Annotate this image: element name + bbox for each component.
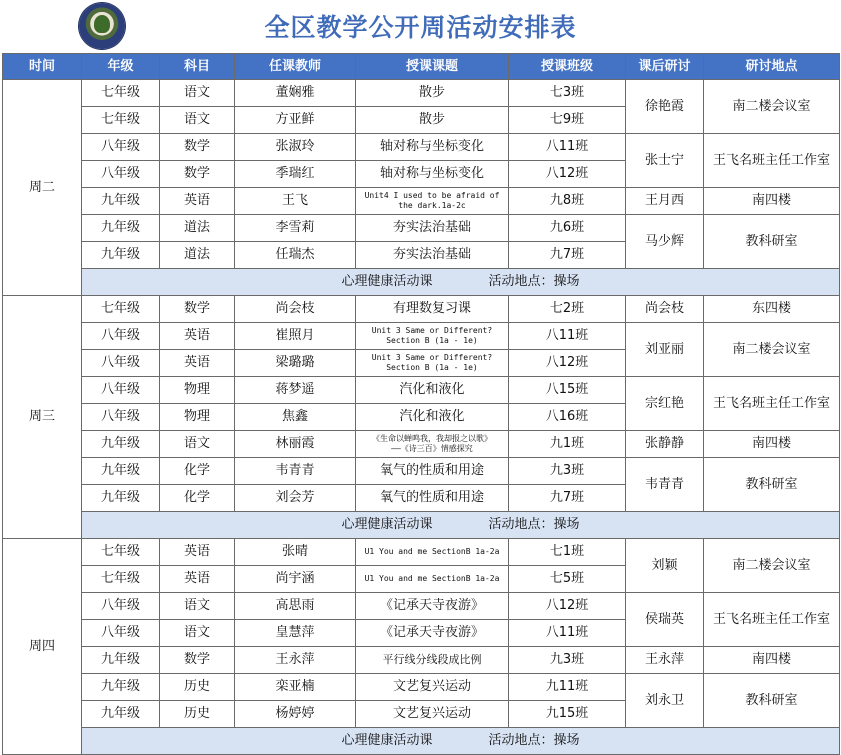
teacher-cell: 梁璐璐 xyxy=(235,350,356,377)
class-cell: 八11班 xyxy=(509,620,626,647)
seminar-place-cell: 教科研室 xyxy=(704,674,840,728)
topic-line: Unit 3 Same or Different? xyxy=(371,326,493,335)
teacher-cell: 栾亚楠 xyxy=(235,674,356,701)
activity-row xyxy=(3,728,840,755)
topic-cell xyxy=(356,431,509,458)
topic-cell xyxy=(356,323,509,350)
grade-cell: 七年级 xyxy=(82,539,160,566)
topic-cell: U1 You and me SectionB 1a-2a xyxy=(356,566,509,593)
topic-cell: 轴对称与坐标变化 xyxy=(356,161,509,188)
topic-line: 《生命以蝉鸣我，我却报之以歌》 xyxy=(372,434,492,443)
header-time: 时间 xyxy=(3,54,82,80)
grade-cell: 八年级 xyxy=(82,377,160,404)
grade-cell: 八年级 xyxy=(82,593,160,620)
seminar-place-cell: 南二楼会议室 xyxy=(704,539,840,593)
subject-cell: 英语 xyxy=(160,323,235,350)
subject-cell: 英语 xyxy=(160,539,235,566)
topic-cell: 散步 xyxy=(356,80,509,107)
topic-cell: 汽化和液化 xyxy=(356,377,509,404)
seminar-host-cell: 徐艳霞 xyxy=(626,80,704,134)
activity-cell xyxy=(82,728,840,755)
teacher-cell: 任瑞杰 xyxy=(235,242,356,269)
seminar-place-cell: 南二楼会议室 xyxy=(704,80,840,134)
class-cell: 七1班 xyxy=(509,539,626,566)
day-cell: 周三 xyxy=(3,296,82,539)
seminar-host-cell: 刘颖 xyxy=(626,539,704,593)
teacher-cell: 季瑞红 xyxy=(235,161,356,188)
teacher-cell: 尚会枝 xyxy=(235,296,356,323)
teacher-cell: 张晴 xyxy=(235,539,356,566)
seminar-place-cell: 南四楼 xyxy=(704,188,840,215)
topic-line: ——《诗三百》情感探究 xyxy=(391,444,473,453)
seminar-host-cell: 马少辉 xyxy=(626,215,704,269)
activity-label: 心理健康活动课 xyxy=(341,517,433,532)
activity-label: 心理健康活动课 xyxy=(341,733,433,748)
class-cell: 八11班 xyxy=(509,323,626,350)
class-cell: 八15班 xyxy=(509,377,626,404)
subject-cell: 数学 xyxy=(160,134,235,161)
topic-cell: 有理数复习课 xyxy=(356,296,509,323)
class-cell: 八11班 xyxy=(509,134,626,161)
grade-cell: 九年级 xyxy=(82,458,160,485)
topic-cell xyxy=(356,350,509,377)
activity-place: 活动地点：操场 xyxy=(488,517,580,532)
grade-cell: 七年级 xyxy=(82,107,160,134)
grade-cell: 八年级 xyxy=(82,134,160,161)
teacher-cell: 王飞 xyxy=(235,188,356,215)
class-cell: 九15班 xyxy=(509,701,626,728)
class-cell: 七2班 xyxy=(509,296,626,323)
grade-cell: 九年级 xyxy=(82,647,160,674)
seminar-place-cell: 教科研室 xyxy=(704,215,840,269)
topic-cell: Unit4 I used to be afraid of the dark.1a-2c xyxy=(356,188,509,215)
subject-cell: 化学 xyxy=(160,458,235,485)
class-cell: 九7班 xyxy=(509,242,626,269)
subject-cell: 语文 xyxy=(160,593,235,620)
teacher-cell: 杨婷婷 xyxy=(235,701,356,728)
topic-cell: 轴对称与坐标变化 xyxy=(356,134,509,161)
activity-place: 活动地点：操场 xyxy=(488,733,580,748)
table-row xyxy=(3,431,840,458)
grade-cell: 九年级 xyxy=(82,242,160,269)
table-row xyxy=(3,674,840,701)
teacher-cell: 李雪莉 xyxy=(235,215,356,242)
topic-cell: 《记承天寺夜游》 xyxy=(356,620,509,647)
topic-line: Section B (1a - 1e) xyxy=(386,363,478,372)
table-row xyxy=(3,593,840,620)
day-cell: 周四 xyxy=(3,539,82,755)
topic-cell: 平行线分线段成比例 xyxy=(356,647,509,674)
header-seminar: 课后研讨 xyxy=(626,54,704,80)
seminar-host-cell: 王月西 xyxy=(626,188,704,215)
class-cell: 九1班 xyxy=(509,431,626,458)
table-row xyxy=(3,188,840,215)
topic-line: Unit 3 Same or Different? xyxy=(371,353,493,362)
grade-cell: 八年级 xyxy=(82,404,160,431)
table-row xyxy=(3,296,840,323)
subject-cell: 语文 xyxy=(160,107,235,134)
header-subject: 科目 xyxy=(160,54,235,80)
seminar-host-cell: 王永萍 xyxy=(626,647,704,674)
seminar-place-cell: 教科研室 xyxy=(704,458,840,512)
subject-cell: 英语 xyxy=(160,566,235,593)
seminar-host-cell: 侯瑞英 xyxy=(626,593,704,647)
subject-cell: 道法 xyxy=(160,242,235,269)
class-cell: 八16班 xyxy=(509,404,626,431)
topic-cell: 夯实法治基础 xyxy=(356,215,509,242)
table-row xyxy=(3,134,840,161)
topic-cell: 文艺复兴运动 xyxy=(356,674,509,701)
header-teacher: 任课教师 xyxy=(235,54,356,80)
grade-cell: 七年级 xyxy=(82,566,160,593)
page-title: 全区教学公开周活动安排表 xyxy=(264,13,577,42)
schedule-table xyxy=(2,53,840,755)
subject-cell: 数学 xyxy=(160,161,235,188)
grade-cell: 七年级 xyxy=(82,296,160,323)
subject-cell: 数学 xyxy=(160,296,235,323)
seminar-host-cell: 刘永卫 xyxy=(626,674,704,728)
teacher-cell: 尚宇涵 xyxy=(235,566,356,593)
subject-cell: 数学 xyxy=(160,647,235,674)
header-grade: 年级 xyxy=(82,54,160,80)
activity-cell xyxy=(82,269,840,296)
subject-cell: 道法 xyxy=(160,215,235,242)
seminar-host-cell: 张静静 xyxy=(626,431,704,458)
grade-cell: 九年级 xyxy=(82,485,160,512)
topic-cell: 文艺复兴运动 xyxy=(356,701,509,728)
subject-cell: 语文 xyxy=(160,431,235,458)
teacher-cell: 刘会芳 xyxy=(235,485,356,512)
topic-cell: 汽化和液化 xyxy=(356,404,509,431)
subject-cell: 英语 xyxy=(160,188,235,215)
class-cell: 九3班 xyxy=(509,647,626,674)
teacher-cell: 焦鑫 xyxy=(235,404,356,431)
teacher-cell: 蒋梦遥 xyxy=(235,377,356,404)
teacher-cell: 董娴雅 xyxy=(235,80,356,107)
seminar-place-cell: 南二楼会议室 xyxy=(704,323,840,377)
class-cell: 七3班 xyxy=(509,80,626,107)
page-header xyxy=(0,0,841,53)
header-seminar-place: 研讨地点 xyxy=(704,54,840,80)
activity-cell xyxy=(82,512,840,539)
topic-cell: 《记承天寺夜游》 xyxy=(356,593,509,620)
topic-line: Section B (1a - 1e) xyxy=(386,336,478,345)
grade-cell: 八年级 xyxy=(82,350,160,377)
grade-cell: 九年级 xyxy=(82,215,160,242)
topic-cell: 氧气的性质和用途 xyxy=(356,458,509,485)
teacher-cell: 林丽霞 xyxy=(235,431,356,458)
class-cell: 九6班 xyxy=(509,215,626,242)
grade-cell: 九年级 xyxy=(82,674,160,701)
topic-cell: U1 You and me SectionB 1a-2a xyxy=(356,539,509,566)
class-cell: 七9班 xyxy=(509,107,626,134)
teacher-cell: 韦青青 xyxy=(235,458,356,485)
seminar-host-cell: 刘亚丽 xyxy=(626,323,704,377)
teacher-cell: 方亚鲜 xyxy=(235,107,356,134)
grade-cell: 九年级 xyxy=(82,701,160,728)
class-cell: 八12班 xyxy=(509,593,626,620)
table-row xyxy=(3,539,840,566)
grade-cell: 八年级 xyxy=(82,620,160,647)
activity-place: 活动地点：操场 xyxy=(488,274,580,289)
grade-cell: 八年级 xyxy=(82,323,160,350)
teacher-cell: 张淑玲 xyxy=(235,134,356,161)
subject-cell: 物理 xyxy=(160,377,235,404)
table-row xyxy=(3,377,840,404)
subject-cell: 物理 xyxy=(160,404,235,431)
class-cell: 九3班 xyxy=(509,458,626,485)
seminar-host-cell: 张士宁 xyxy=(626,134,704,188)
seminar-host-cell: 尚会枝 xyxy=(626,296,704,323)
grade-cell: 九年级 xyxy=(82,188,160,215)
header-topic: 授课课题 xyxy=(356,54,509,80)
grade-cell: 八年级 xyxy=(82,161,160,188)
table-row xyxy=(3,458,840,485)
class-cell: 九7班 xyxy=(509,485,626,512)
class-cell: 八12班 xyxy=(509,350,626,377)
seminar-place-cell: 南四楼 xyxy=(704,647,840,674)
grade-cell: 七年级 xyxy=(82,80,160,107)
day-cell: 周二 xyxy=(3,80,82,296)
activity-row xyxy=(3,269,840,296)
seminar-host-cell: 宗红艳 xyxy=(626,377,704,431)
header-row xyxy=(3,54,840,80)
table-row xyxy=(3,215,840,242)
subject-cell: 语文 xyxy=(160,80,235,107)
seminar-place-cell: 王飞名班主任工作室 xyxy=(704,593,840,647)
teacher-cell: 皇慧萍 xyxy=(235,620,356,647)
topic-cell: 散步 xyxy=(356,107,509,134)
activity-label: 心理健康活动课 xyxy=(341,274,433,289)
subject-cell: 历史 xyxy=(160,674,235,701)
table-row xyxy=(3,323,840,350)
table-row xyxy=(3,647,840,674)
seminar-place-cell: 东四楼 xyxy=(704,296,840,323)
class-cell: 七5班 xyxy=(509,566,626,593)
seminar-place-cell: 南四楼 xyxy=(704,431,840,458)
activity-row xyxy=(3,512,840,539)
table-row xyxy=(3,80,840,107)
teacher-cell: 高思雨 xyxy=(235,593,356,620)
class-cell: 九8班 xyxy=(509,188,626,215)
seminar-place-cell: 王飞名班主任工作室 xyxy=(704,134,840,188)
class-cell: 八12班 xyxy=(509,161,626,188)
subject-cell: 历史 xyxy=(160,701,235,728)
teacher-cell: 崔照月 xyxy=(235,323,356,350)
subject-cell: 化学 xyxy=(160,485,235,512)
seminar-place-cell: 王飞名班主任工作室 xyxy=(704,377,840,431)
seminar-host-cell: 韦青青 xyxy=(626,458,704,512)
grade-cell: 九年级 xyxy=(82,431,160,458)
class-cell: 九11班 xyxy=(509,674,626,701)
topic-cell: 夯实法治基础 xyxy=(356,242,509,269)
teacher-cell: 王永萍 xyxy=(235,647,356,674)
subject-cell: 英语 xyxy=(160,350,235,377)
header-class: 授课班级 xyxy=(509,54,626,80)
subject-cell: 语文 xyxy=(160,620,235,647)
topic-cell: 氧气的性质和用途 xyxy=(356,485,509,512)
